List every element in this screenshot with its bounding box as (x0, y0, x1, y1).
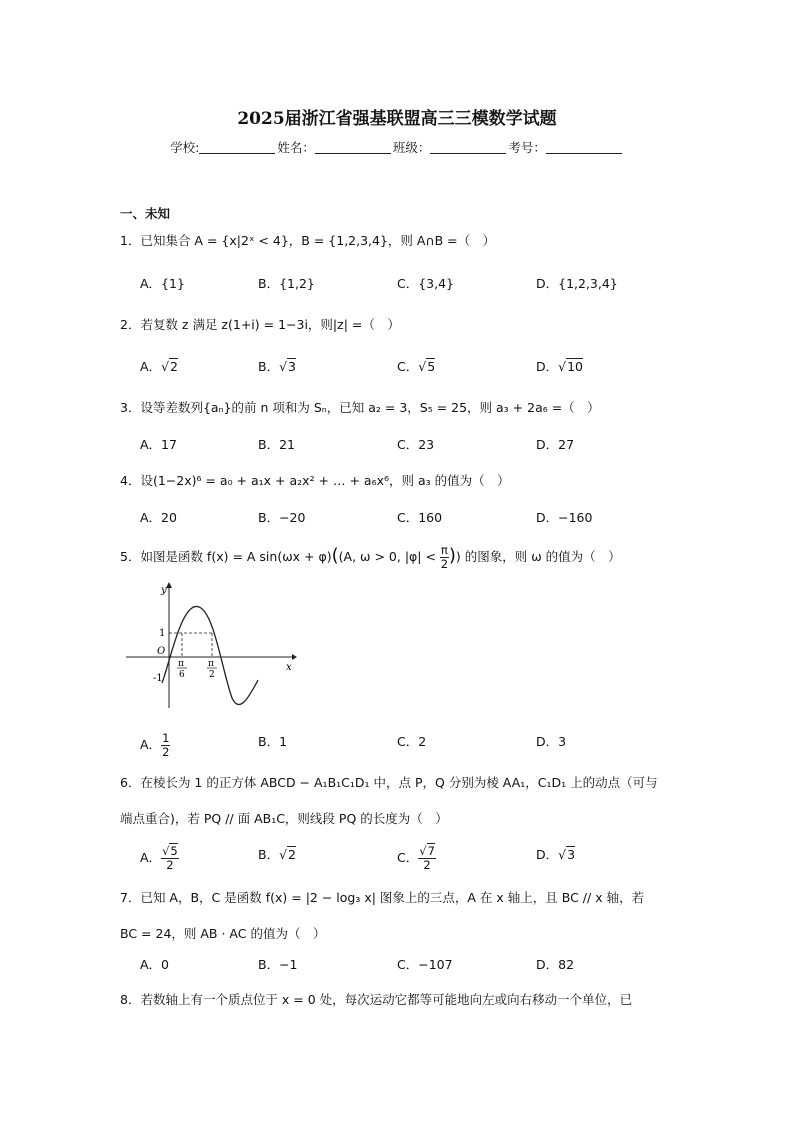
sine-curve (162, 606, 258, 704)
q1-option-d[interactable]: D．{1,2,3,4} (536, 276, 618, 291)
question-4-options (140, 508, 700, 528)
q1-option-c[interactable]: C．{3,4} (397, 276, 455, 291)
school-label: 学校: (170, 140, 200, 155)
question-1-options (140, 274, 700, 294)
name-field[interactable] (315, 139, 391, 154)
q7-option-c[interactable]: C．−107 (397, 957, 453, 972)
question-6-stem-line2: 端点重合)，若 PQ // 面 AB₁C，则线段 PQ 的长度为（ ） (120, 811, 448, 826)
y-label: y (161, 585, 167, 596)
question-6-options (140, 844, 700, 872)
q3-option-d[interactable]: D．27 (536, 437, 575, 452)
q7-option-a[interactable]: A．0 (140, 957, 170, 972)
q5-option-c[interactable]: C．2 (397, 734, 427, 749)
name-label: 姓名： (277, 140, 315, 155)
q2-option-c[interactable]: C．√5 (397, 359, 436, 374)
tick-6: 6 (179, 670, 185, 680)
question-6-stem-line1: 6．在棱长为 1 的正方体 ABCD − A₁B₁C₁D₁ 中，点 P，Q 分别为棱 AA₁，C₁D₁ 上的动点（可与 (120, 775, 658, 790)
number-field[interactable] (546, 139, 622, 154)
q5-option-a[interactable]: A． $\frac{1}{2}$ (140, 731, 170, 759)
q4-option-c[interactable]: C．160 (397, 510, 443, 525)
class-label: 班级： (392, 140, 431, 155)
tick-pi-b: π (208, 659, 214, 669)
question-4-stem: 4．设(1−2x)⁶ = a₀ + a₁x + a₂x² + … + a₆x⁶，则 a₃ 的值为（ ） (120, 473, 510, 488)
q4-option-d[interactable]: D．−160 (536, 510, 593, 525)
q2-option-a[interactable]: A．√2 (140, 359, 178, 374)
tick-minus-1: -1 (153, 673, 163, 684)
question-2-stem: 2．若复数 z 满足 z(1+i) = 1−3i，则|z| =（ ） (120, 317, 400, 332)
section-heading: 一、未知 (120, 206, 171, 221)
q1-option-b[interactable]: B．{1,2} (258, 276, 315, 291)
q6-option-c[interactable]: C． $\frac{√7}{2}$ (397, 844, 435, 872)
sine-graph (122, 580, 297, 715)
q3-option-a[interactable]: A．17 (140, 437, 177, 452)
q4-option-b[interactable]: B．−20 (258, 510, 306, 525)
tick-2: 2 (209, 670, 215, 680)
question-5-options (140, 731, 700, 759)
q1-option-a[interactable]: A．{1} (140, 276, 185, 291)
question-3-stem: 3．设等差数列{aₙ}的前 n 项和为 Sₙ，已知 a₂ = 3，S₅ = 25，则 a₃ + 2a₆ =（ ） (120, 400, 600, 415)
q4-option-a[interactable]: A．20 (140, 510, 177, 525)
q6-option-d[interactable]: D．√3 (536, 847, 576, 862)
q2-option-d[interactable]: D．√10 (536, 359, 584, 374)
q2-option-b[interactable]: B．√3 (258, 359, 296, 374)
question-7-stem-line1: 7．已知 A，B，C 是函数 f(x) = |2 − log₃ x| 图象上的三点，A 在 x 轴上，且 BC // x 轴，若 (120, 890, 645, 905)
tick-pi-a: π (178, 659, 184, 669)
x-label: x (286, 662, 292, 673)
question-3-options (140, 435, 700, 455)
page-title: 2025届浙江省强基联盟高三三模数学试题 (237, 109, 557, 129)
q5-option-b[interactable]: B．1 (258, 734, 288, 749)
q3-option-b[interactable]: B．21 (258, 437, 295, 452)
question-5-stem: 5．如图是函数 f(x) = A sin(ωx + φ)((A, ω > 0, |φ| < $\frac{\pi}{2}$ )) 的图象，则 ω 的值为（ ） (120, 543, 621, 571)
q6-option-a[interactable]: A． $\frac{√5}{2}$ (140, 844, 178, 872)
tick-1: 1 (159, 628, 166, 639)
question-7-options (140, 955, 700, 975)
question-8-stem-line1: 8．若数轴上有一个质点位于 x = 0 处，每次运动它都等可能地向左或向右移动一个单位，已 (120, 992, 633, 1007)
y-axis-arrow (166, 582, 172, 588)
question-7-stem-line2: BC = 24，则 AB · AC 的值为（ ） (120, 926, 326, 941)
q7-option-b[interactable]: B．−1 (258, 957, 298, 972)
pi-over-2: $\frac{\pi}{2}$ (440, 543, 449, 571)
x-axis-arrow (292, 654, 297, 660)
class-field[interactable] (430, 139, 506, 154)
origin-label: O (157, 646, 166, 657)
number-label: 考号： (508, 140, 546, 155)
q3-option-c[interactable]: C．23 (397, 437, 435, 452)
school-field[interactable] (199, 139, 275, 154)
q7-option-d[interactable]: D．82 (536, 957, 575, 972)
question-1-stem: 1．已知集合 A = {x|2ˣ < 4}，B = {1,2,3,4}，则 A∩B =（ ） (120, 233, 496, 248)
q6-option-b[interactable]: B．√2 (258, 847, 296, 862)
student-info-line (0, 138, 794, 156)
q5-option-d[interactable]: D．3 (536, 734, 567, 749)
question-2-options (140, 357, 700, 377)
